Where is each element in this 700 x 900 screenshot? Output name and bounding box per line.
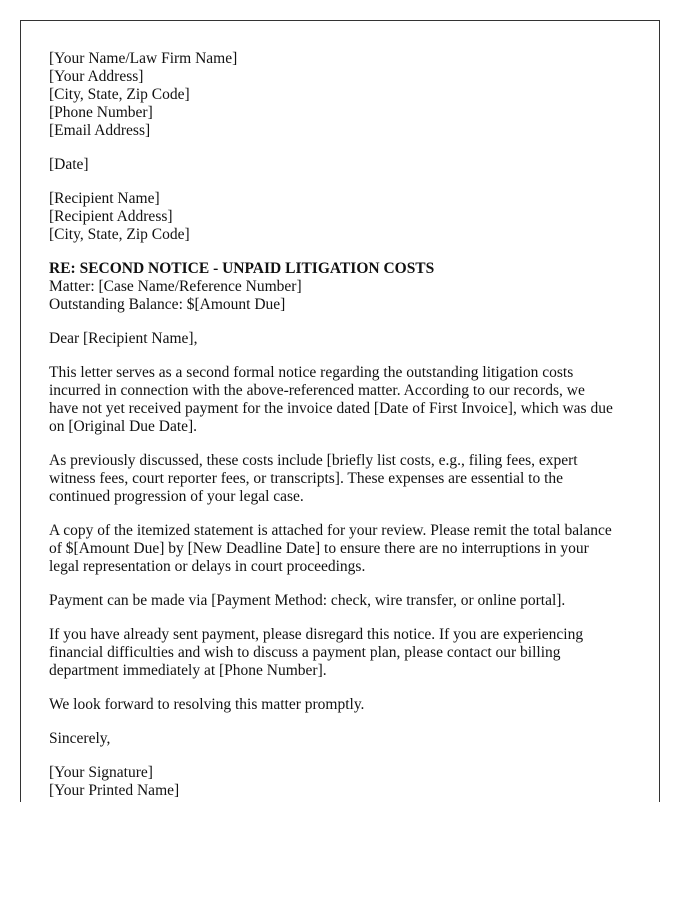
paragraph-6 [49, 696, 639, 714]
signature-block [49, 764, 639, 800]
sender-name: [Your Name/Law Firm Name] [49, 50, 238, 67]
paragraph-line: This letter serves as a second formal notice regarding the outstanding litigation costs [49, 364, 574, 381]
paragraph-line: We look forward to resolving this matter promptly. [49, 696, 365, 713]
paragraph-line: witness fees, court reporter fees, or transcripts]. These expenses are essential to the [49, 470, 564, 487]
paragraph-line: incurred in connection with the above-referenced matter. According to our records, we [49, 382, 585, 399]
paragraph-4 [49, 592, 639, 610]
paragraph-2 [49, 452, 639, 506]
paragraph-line: of $[Amount Due] by [New Deadline Date] to ensure there are no interruptions in your [49, 540, 589, 557]
paragraph-line: legal representation or delays in court proceedings. [49, 558, 366, 575]
paragraph-line: If you have already sent payment, please disregard this notice. If you are experiencing [49, 626, 584, 643]
paragraph-line: A copy of the itemized statement is attached for your review. Please remit the total balance [49, 522, 612, 539]
paragraph-line: on [Original Due Date]. [49, 418, 198, 435]
date-block [49, 156, 639, 174]
paragraph-line: department immediately at [Phone Number]. [49, 662, 327, 679]
paragraph-line: Payment can be made via [Payment Method: check, wire transfer, or online portal]. [49, 592, 566, 609]
recipient-city: [City, State, Zip Code] [49, 226, 190, 243]
recipient-address: [Recipient Address] [49, 208, 173, 225]
paragraph-1 [49, 364, 639, 436]
letter-content [49, 50, 639, 816]
signature-line: [Your Signature] [49, 764, 153, 781]
printed-name-line: [Your Printed Name] [49, 782, 180, 799]
sender-email: [Email Address] [49, 122, 151, 139]
subject-block [49, 260, 639, 314]
paragraph-5 [49, 626, 639, 680]
paragraph-3 [49, 522, 639, 576]
closing-text: Sincerely, [49, 730, 111, 747]
sender-address: [Your Address] [49, 68, 144, 85]
recipient-name: [Recipient Name] [49, 190, 160, 207]
paragraph-line: continued progression of your legal case. [49, 488, 304, 505]
sender-block [49, 50, 639, 140]
paragraph-line: As previously discussed, these costs include [briefly list costs, e.g., filing fees, expert [49, 452, 578, 469]
letter-date: [Date] [49, 156, 89, 173]
sender-city: [City, State, Zip Code] [49, 86, 190, 103]
paragraph-line: have not yet received payment for the invoice dated [Date of First Invoice], which was due [49, 400, 613, 417]
salutation-text: Dear [Recipient Name], [49, 330, 198, 347]
closing [49, 730, 639, 748]
paragraph-line: financial difficulties and wish to discuss a payment plan, please contact our billing [49, 644, 561, 661]
recipient-block [49, 190, 639, 244]
letter-page [20, 20, 660, 802]
sender-phone: [Phone Number] [49, 104, 153, 121]
salutation [49, 330, 639, 348]
matter-line: Matter: [Case Name/Reference Number] [49, 278, 302, 295]
subject-line: RE: SECOND NOTICE - UNPAID LITIGATION COSTS [49, 260, 435, 277]
balance-line: Outstanding Balance: $[Amount Due] [49, 296, 286, 313]
